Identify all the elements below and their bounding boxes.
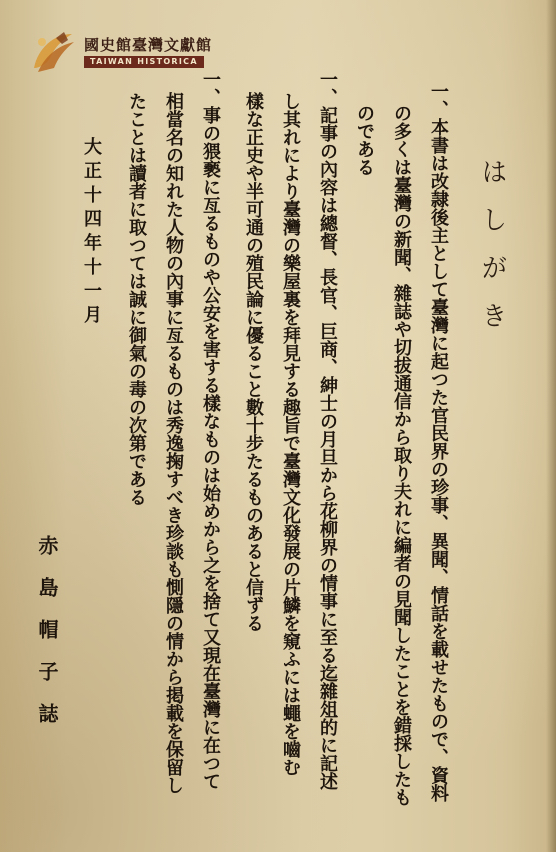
text-column-8: 相當名の知れた人物の內事に亙るものは秀逸掬すべき珍談も惻隱の情から掲載を保留し [163, 92, 184, 794]
text-column-6: 樣な正史や半可通の殖民論に優ること數十步たるものあると信ずる [243, 92, 264, 632]
preface-date: 大正十四年十一月 [81, 137, 102, 329]
watermark-logo [28, 28, 218, 76]
watermark-title: 國史館臺灣文獻館 [84, 36, 213, 54]
page-edge-shadow [546, 0, 556, 852]
text-column-2: の多くは臺灣の新聞、雜誌や切拔通信から取り夫れに編者の見聞したことを錯採したも [391, 104, 412, 806]
text-column-4: 一、記事の內容は總督、長官、巨商、紳士の月旦から花柳界の情事に至る迄雜俎的に記述 [317, 70, 338, 790]
watermark-subtitle: TAIWAN HISTORICA [84, 56, 204, 68]
page-heading: はしがき [477, 158, 507, 350]
text-column-7: 一、事の猥褻に亙るものや公安を害する樣なものは始めから之を捨て又現在臺灣に在つて [200, 70, 221, 790]
taiwan-historica-logo-icon [28, 28, 78, 76]
text-column-9: たことは讀者に取つては誠に御氣の毒の次第である [126, 92, 147, 506]
author-signature: 赤島帽子誌 [35, 535, 59, 745]
text-column-1: 一、本書は改隷後主として臺灣に起つた官民界の珍事、異聞、情話を載せたもので、資料 [428, 82, 449, 802]
text-column-3: のである [354, 104, 375, 176]
text-column-5: し其れにより臺灣の樂屋裏を拜見する趣旨で臺灣文化發展の片鱗を窺ふには蠅を嚙む [280, 92, 301, 776]
